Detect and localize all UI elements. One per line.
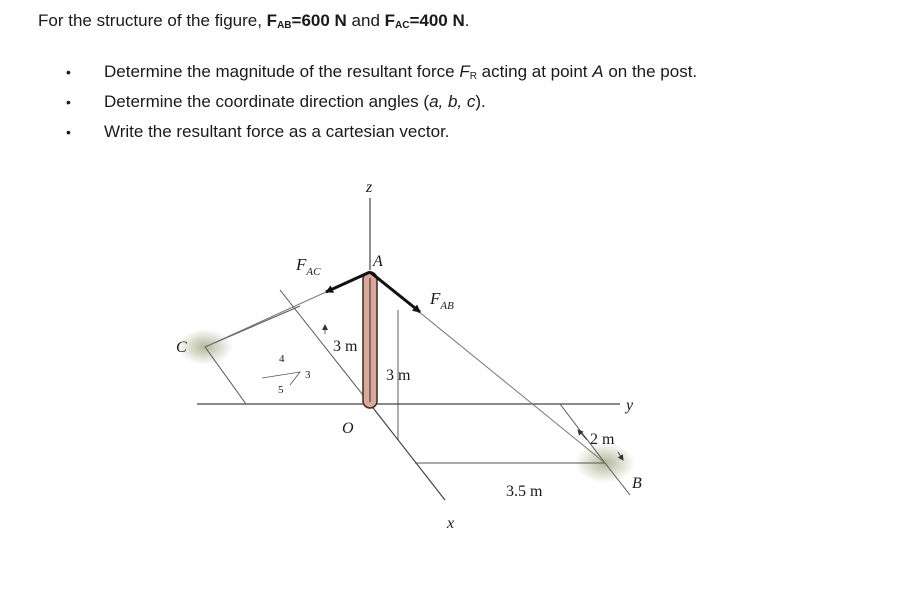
- slope-label-3: 3: [305, 369, 311, 381]
- fac-label-sub: AC: [306, 266, 321, 278]
- fac-label: [295, 255, 321, 278]
- task-text-part: acting at point: [476, 62, 593, 81]
- point-a-label: A: [373, 253, 383, 270]
- axis-z-label: z: [366, 179, 373, 196]
- dim-label-3-5m: 3.5 m: [506, 483, 543, 500]
- angle-variables: a, b, c: [429, 92, 476, 111]
- task-text-part: ).: [475, 92, 486, 111]
- point-c-label: C: [176, 339, 187, 356]
- point-b-label: B: [632, 475, 642, 492]
- fac-label-f: F: [296, 255, 307, 274]
- fab-label-sub: AB: [440, 300, 454, 312]
- connector-text: and: [346, 11, 385, 30]
- axis-y-label: y: [626, 397, 634, 414]
- bullet-icon: •: [66, 94, 71, 110]
- point-o-label: O: [342, 420, 354, 437]
- fab-subscript: AB: [277, 20, 292, 31]
- task-text-part: Determine the magnitude of the resultant force: [104, 62, 460, 81]
- fab-label-f: F: [430, 289, 441, 308]
- fab-label: [429, 289, 454, 312]
- axis-x-label: x: [447, 515, 455, 532]
- point-variable: A: [592, 62, 604, 81]
- fab-symbol: F: [266, 11, 278, 30]
- resultant-symbol: F: [459, 62, 470, 81]
- slope-label-5: 5: [278, 384, 284, 396]
- x-axis-line: [370, 404, 445, 500]
- task-text-part: Determine the coordinate direction angles (: [104, 92, 430, 111]
- bullet-icon: •: [66, 64, 71, 80]
- task-text-part: on the post.: [603, 62, 698, 81]
- task-text: Write the resultant force as a cartesian vector.: [104, 122, 450, 141]
- dim-label-2m: 2 m: [590, 431, 615, 448]
- slope-label-4: 4: [279, 353, 285, 365]
- dim-arrow: [578, 430, 587, 440]
- intro-text: For the structure of the figure,: [38, 11, 267, 30]
- end-text: .: [464, 11, 470, 30]
- fac-symbol: F: [384, 11, 396, 30]
- resultant-subscript: R: [469, 71, 477, 82]
- fac-subscript: AC: [395, 20, 410, 31]
- dim-label-3m-post-right: 3 m: [386, 367, 411, 384]
- fab-value: =600 N: [291, 11, 347, 30]
- bullet-icon: •: [66, 124, 71, 140]
- dim-label-3m-post-left: 3 m: [333, 338, 358, 355]
- fac-value: =400 N: [409, 11, 465, 30]
